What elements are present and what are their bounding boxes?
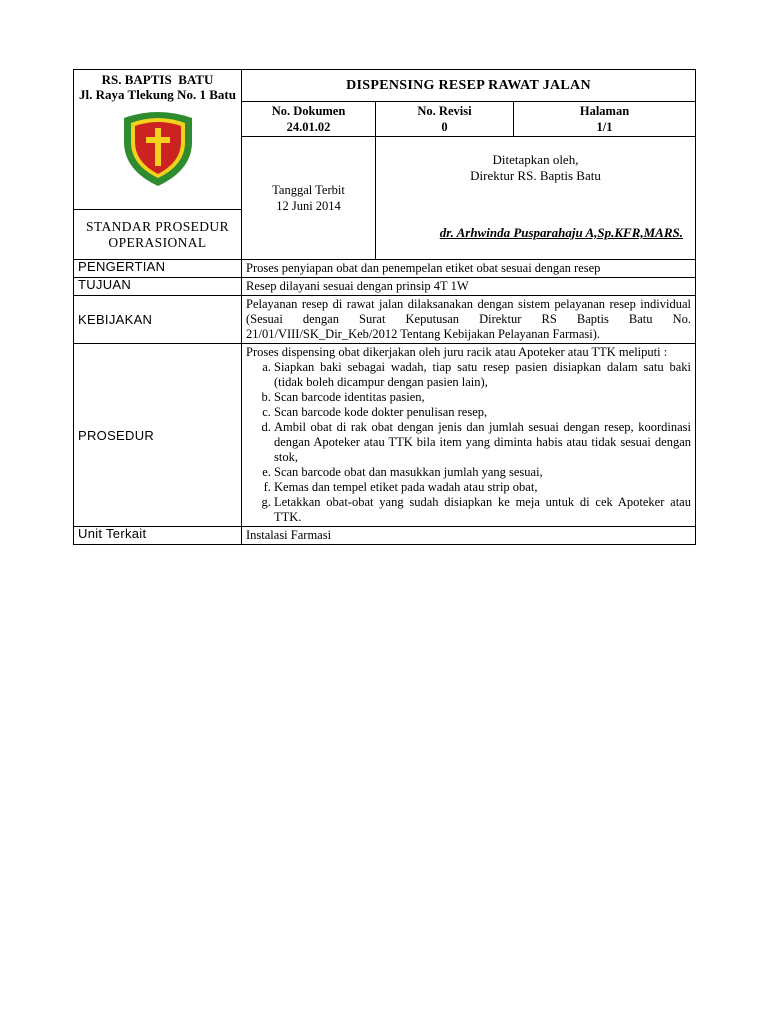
prosedur-step-c: c. Scan barcode kode dokter penulisan resep, bbox=[274, 405, 691, 420]
issue-date-label: Tanggal Terbit bbox=[272, 183, 345, 197]
revision-value: 0 bbox=[441, 120, 448, 134]
issue-date-value: 12 Juni 2014 bbox=[276, 199, 341, 213]
unit-terkait-text: Instalasi Farmasi bbox=[242, 527, 696, 545]
sop-label: STANDAR PROSEDUR OPERASIONAL bbox=[74, 210, 242, 260]
page-label: Halaman bbox=[579, 104, 630, 118]
document-title: DISPENSING RESEP RAWAT JALAN bbox=[242, 70, 696, 102]
revision-cell bbox=[376, 102, 514, 137]
prosedur-cell bbox=[242, 344, 696, 527]
prosedur-intro: Proses dispensing obat dikerjakan oleh juru racik atau Apoteker atau TTK meliputi : bbox=[246, 345, 668, 359]
approval-line-2: Direktur RS. Baptis Batu bbox=[470, 168, 601, 183]
sop-document bbox=[73, 69, 695, 545]
approval-cell bbox=[376, 137, 696, 260]
sop-table bbox=[73, 69, 696, 545]
prosedur-step-b: b. Scan barcode identitas pasien, bbox=[274, 390, 691, 405]
hospital-name: RS. BAPTIS BATU bbox=[101, 72, 214, 87]
doc-number-label: No. Dokumen bbox=[271, 104, 346, 118]
hospital-address: Jl. Raya Tlekung No. 1 Batu bbox=[79, 87, 236, 102]
signatory-name: dr. Arhwinda Pusparahaju A,Sp.KFR,MARS. bbox=[439, 225, 683, 240]
hospital-cell bbox=[74, 70, 242, 210]
unit-terkait-label: Unit Terkait bbox=[74, 527, 242, 545]
page-value: 1/1 bbox=[596, 120, 613, 134]
prosedur-step-g: g. Letakkan obat-obat yang sudah disiapkan ke meja untuk di cek Apoteker atau TTK. bbox=[274, 495, 691, 525]
pengertian-text: Proses penyiapan obat dan penempelan etiket obat sesuai dengan resep bbox=[242, 260, 696, 278]
prosedur-step-a: a. Siapkan baki sebagai wadah, tiap satu resep pasien disiapkan dalam satu baki (tidak boleh dicampur dengan pasien lain), bbox=[274, 360, 691, 390]
page-cell bbox=[514, 102, 696, 137]
prosedur-steps bbox=[246, 360, 691, 525]
tujuan-text: Resep dilayani sesuai dengan prinsip 4T 1W bbox=[242, 278, 696, 296]
tujuan-label: TUJUAN bbox=[74, 278, 242, 296]
doc-number-value: 24.01.02 bbox=[286, 120, 331, 134]
prosedur-step-f: f. Kemas dan tempel etiket pada wadah atau strip obat, bbox=[274, 480, 691, 495]
doc-number-cell bbox=[242, 102, 376, 137]
issue-date-cell bbox=[242, 137, 376, 260]
cross-shield-icon bbox=[118, 108, 198, 188]
logo bbox=[78, 102, 237, 188]
prosedur-step-d: d. Ambil obat di rak obat dengan jenis dan jumlah sesuai dengan resep, koordinasi dengan Apoteker atau TTK bila item yang diminta habis atau tidak sesuai dengan stok, bbox=[274, 420, 691, 465]
revision-label: No. Revisi bbox=[417, 104, 472, 118]
pengertian-label: PENGERTIAN bbox=[74, 260, 242, 278]
approval-line-1: Ditetapkan oleh, bbox=[492, 152, 579, 167]
prosedur-label: PROSEDUR bbox=[74, 344, 242, 527]
kebijakan-label: KEBIJAKAN bbox=[74, 296, 242, 344]
prosedur-step-e: e. Scan barcode obat dan masukkan jumlah yang sesuai, bbox=[274, 465, 691, 480]
kebijakan-text: Pelayanan resep di rawat jalan dilaksanakan dengan sistem pelayanan resep individual (Sesuai dengan Surat Keputusan Direktur RS Baptis Batu No. 21/01/VIII/SK_Dir_Keb/2012 Tentang Kebijakan Pelayanan Farmasi). bbox=[242, 296, 696, 344]
